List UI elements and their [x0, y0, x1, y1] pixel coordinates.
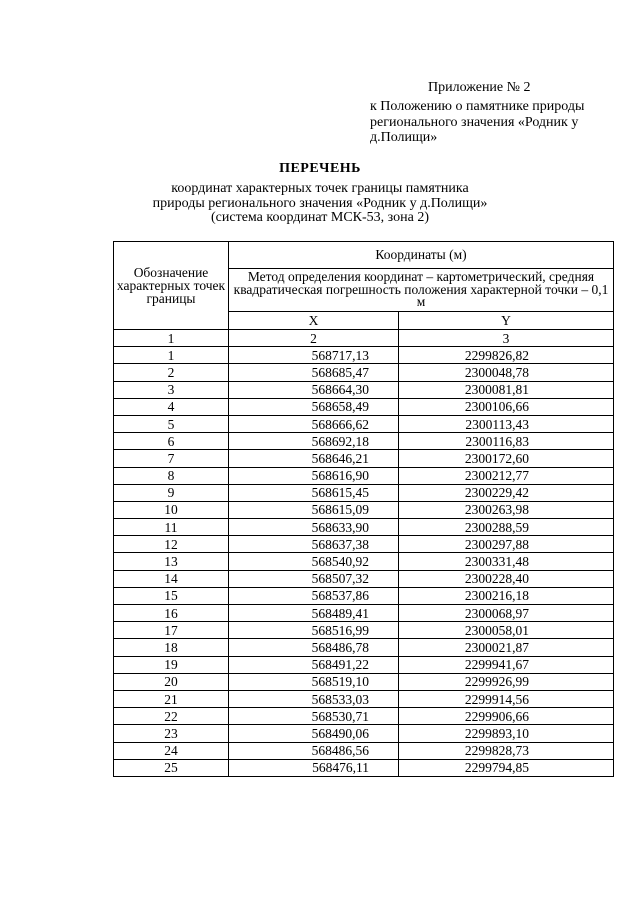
- y-coordinate: 2300331,48: [399, 553, 614, 570]
- x-coordinate: 568537,86: [229, 587, 399, 604]
- point-number: 10: [114, 501, 229, 518]
- y-coordinate: 2300068,97: [399, 605, 614, 622]
- x-coordinate: 568666,62: [229, 415, 399, 432]
- x-coordinate: 568637,38: [229, 536, 399, 553]
- y-coordinate: 2299828,73: [399, 742, 614, 759]
- y-coordinate: 2300229,42: [399, 484, 614, 501]
- table-row: [114, 622, 614, 639]
- x-coordinate: 568717,13: [229, 347, 399, 364]
- point-number: 23: [114, 725, 229, 742]
- table-row: [114, 708, 614, 725]
- column-index-3: 3: [399, 330, 614, 347]
- point-number: 1: [114, 347, 229, 364]
- table-row: [114, 381, 614, 398]
- x-coordinate: 568486,78: [229, 639, 399, 656]
- y-coordinate: 2300288,59: [399, 519, 614, 536]
- y-coordinate: 2299826,82: [399, 347, 614, 364]
- column-header-x: X: [229, 312, 399, 330]
- point-number: 12: [114, 536, 229, 553]
- x-coordinate: 568615,45: [229, 484, 399, 501]
- table-row: [114, 725, 614, 742]
- table-row: [114, 484, 614, 501]
- y-coordinate: 2300212,77: [399, 467, 614, 484]
- column-header-y: Y: [399, 312, 614, 330]
- y-coordinate: 2299926,99: [399, 673, 614, 690]
- x-coordinate: 568530,71: [229, 708, 399, 725]
- table-row: [114, 450, 614, 467]
- point-number: 16: [114, 605, 229, 622]
- point-number: 8: [114, 467, 229, 484]
- y-coordinate: 2299941,67: [399, 656, 614, 673]
- point-number: 6: [114, 433, 229, 450]
- point-number: 7: [114, 450, 229, 467]
- table-row: [114, 673, 614, 690]
- point-number: 25: [114, 759, 229, 776]
- x-coordinate: 568615,09: [229, 501, 399, 518]
- table-row: [114, 742, 614, 759]
- document-subtitle: координат характерных точек границы памятника природы регионального значения «Родник у д.Полищи» (система координат МСК-53, зона 2): [152, 181, 488, 225]
- point-number: 9: [114, 484, 229, 501]
- point-number: 3: [114, 381, 229, 398]
- point-number: 18: [114, 639, 229, 656]
- x-coordinate: 568646,21: [229, 450, 399, 467]
- table-row: [114, 398, 614, 415]
- x-coordinate: 568476,11: [229, 759, 399, 776]
- column-header-method: Метод определения координат – картометрический, средняя квадратическая погрешность положения характерной точки – 0,1 м: [229, 269, 614, 312]
- point-number: 24: [114, 742, 229, 759]
- table-row: [114, 656, 614, 673]
- coordinates-table: [113, 241, 614, 777]
- x-coordinate: 568489,41: [229, 605, 399, 622]
- table-row: [114, 536, 614, 553]
- table-row: [114, 690, 614, 707]
- y-coordinate: 2300048,78: [399, 364, 614, 381]
- table-row: [114, 759, 614, 776]
- y-coordinate: 2299906,66: [399, 708, 614, 725]
- table-row: [114, 415, 614, 432]
- table-row: [114, 519, 614, 536]
- x-coordinate: 568507,32: [229, 570, 399, 587]
- appendix-reference: к Положению о памятнике природы регионального значения «Родник у д.Полищи»: [370, 99, 585, 145]
- point-number: 15: [114, 587, 229, 604]
- y-coordinate: 2300263,98: [399, 501, 614, 518]
- x-coordinate: 568491,22: [229, 656, 399, 673]
- column-header-point-label: Обозначение характерных точек границы: [114, 242, 229, 330]
- y-coordinate: 2299794,85: [399, 759, 614, 776]
- x-coordinate: 568490,06: [229, 725, 399, 742]
- y-coordinate: 2299914,56: [399, 690, 614, 707]
- x-coordinate: 568633,90: [229, 519, 399, 536]
- column-header-coordinates: Координаты (м): [229, 242, 614, 269]
- table-row: [114, 587, 614, 604]
- y-coordinate: 2300021,87: [399, 639, 614, 656]
- point-number: 21: [114, 690, 229, 707]
- x-coordinate: 568658,49: [229, 398, 399, 415]
- y-coordinate: 2300172,60: [399, 450, 614, 467]
- y-coordinate: 2300228,40: [399, 570, 614, 587]
- point-number: 17: [114, 622, 229, 639]
- x-coordinate: 568664,30: [229, 381, 399, 398]
- appendix-title: Приложение № 2: [428, 80, 531, 95]
- x-coordinate: 568486,56: [229, 742, 399, 759]
- point-number: 4: [114, 398, 229, 415]
- table-row: [114, 364, 614, 381]
- y-coordinate: 2300297,88: [399, 536, 614, 553]
- y-coordinate: 2300116,83: [399, 433, 614, 450]
- column-index-1: 1: [114, 330, 229, 347]
- document-heading: ПЕРЕЧЕНЬ: [279, 161, 361, 176]
- point-number: 14: [114, 570, 229, 587]
- table-row: [114, 433, 614, 450]
- table-row: [114, 467, 614, 484]
- x-coordinate: 568516,99: [229, 622, 399, 639]
- table-row: [114, 347, 614, 364]
- point-number: 13: [114, 553, 229, 570]
- table-row: [114, 605, 614, 622]
- table-row: [114, 501, 614, 518]
- x-coordinate: 568519,10: [229, 673, 399, 690]
- x-coordinate: 568616,90: [229, 467, 399, 484]
- y-coordinate: 2300106,66: [399, 398, 614, 415]
- point-number: 5: [114, 415, 229, 432]
- y-coordinate: 2300058,01: [399, 622, 614, 639]
- y-coordinate: 2300081,81: [399, 381, 614, 398]
- table-row: [114, 639, 614, 656]
- point-number: 20: [114, 673, 229, 690]
- x-coordinate: 568540,92: [229, 553, 399, 570]
- x-coordinate: 568685,47: [229, 364, 399, 381]
- y-coordinate: 2299893,10: [399, 725, 614, 742]
- table-row: [114, 570, 614, 587]
- point-number: 2: [114, 364, 229, 381]
- table-row: [114, 553, 614, 570]
- point-number: 11: [114, 519, 229, 536]
- x-coordinate: 568692,18: [229, 433, 399, 450]
- y-coordinate: 2300216,18: [399, 587, 614, 604]
- point-number: 22: [114, 708, 229, 725]
- point-number: 19: [114, 656, 229, 673]
- column-index-2: 2: [229, 330, 399, 347]
- y-coordinate: 2300113,43: [399, 415, 614, 432]
- column-index-row: [114, 330, 614, 347]
- x-coordinate: 568533,03: [229, 690, 399, 707]
